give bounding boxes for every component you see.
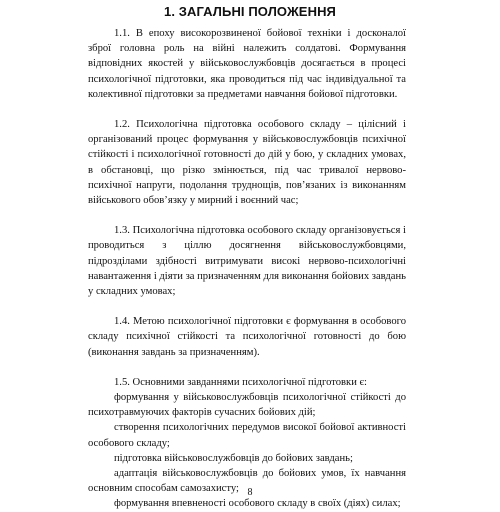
paragraph-1-3: 1.3. Психологічна підготовка особового складу організовується і проводиться з ціллю досягнення військовослужбовцями, підрозділами здібності витримувати високі нервово-психологічні навантаження і діяти за призначенням для виконання бойових завдань у складних умовах; xyxy=(88,225,406,298)
document-body xyxy=(88,26,406,512)
section-title: 1. ЗАГАЛЬНІ ПОЛОЖЕННЯ xyxy=(164,4,336,19)
paragraph-1-2: 1.2. Психологічна підготовка особового складу – цілісний і організований процес формування у військовослужбовців психічної стійкості і психологічної готовності до дій у бою, у складних умовах, в обстановці, що різко змінюється, під час тривалої нервово-психічної напруги, подолання труднощів, пов’язаних із виконанням військового обов’язку у мирний і воєнний час; xyxy=(88,119,406,207)
task-item-4: адаптація військовослужбовців до бойових умов, їх навчання основним способам самозахисту; xyxy=(88,468,406,495)
task-item-2: створення психологічних передумов високої бойової активності особового складу; xyxy=(88,422,406,449)
page-number: 8 xyxy=(247,487,253,498)
paragraph-1-1: 1.1. В епоху високорозвиненої бойової техніки і досконалої зброї головна роль на війні належить солдатові. Формування відповідних якостей у військовослужбовців досягається в процесі психологічної підготовки, яка проводиться під час індивідуальної та колективної підготовки за предметами навчання бойової підготовки. xyxy=(88,28,406,100)
task-item-3: підготовка військовослужбовців до бойових завдань; xyxy=(114,452,353,464)
paragraph-1-5-intro: 1.5. Основними завданнями психологічної підготовки є: xyxy=(114,376,368,388)
paragraph-1-4: 1.4. Метою психологічної підготовки є формування в особового складу психічної стійкості та психологічної готовності до бою (виконання завдань за призначенням). xyxy=(88,316,406,358)
task-item-5: формування впевненості особового складу в своїх (діях) силах; xyxy=(114,498,401,510)
task-item-1: формування у військовослужбовців психологічної стійкості до психотравмуючих факторів сучасних бойових дій; xyxy=(88,392,406,419)
